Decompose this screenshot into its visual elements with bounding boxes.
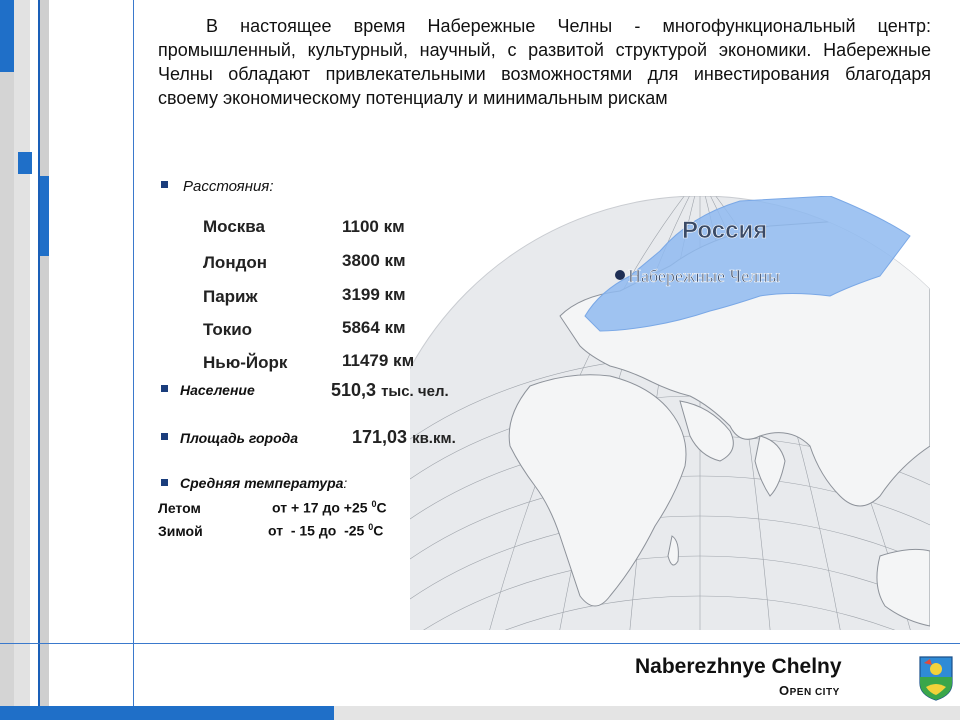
distance-value-tokyo: 5864 км [342, 318, 406, 337]
footer-subtitle-initial: O [779, 683, 790, 698]
left-decor-blue-block [0, 0, 14, 72]
distance-city-tokyo: Токио [203, 320, 253, 339]
distance-city-paris: Париж [203, 287, 258, 306]
bottom-decor-blue [0, 706, 334, 720]
winter-range: от - 15 до -25 [268, 522, 365, 539]
distance-city-london: Лондон [203, 253, 268, 272]
temperature-heading [180, 475, 347, 491]
winter-degree-sup: 0 [368, 522, 374, 532]
distance-value-paris: 3199 км [342, 285, 406, 304]
temperature-colon: : [343, 475, 348, 491]
temperature-summer-row [158, 499, 387, 516]
distances-heading [183, 178, 273, 195]
summer-range: от + 17 до +25 [272, 499, 368, 516]
footer-subtitle-rest: PEN CITY [789, 687, 840, 698]
left-decor-line [38, 0, 40, 720]
bullet-temperature [161, 479, 168, 486]
population-label: Население [180, 382, 255, 398]
world-map [410, 196, 930, 630]
footer-title: Naberezhnye Chelny [635, 655, 842, 678]
map-label-city: Набережные Челны [628, 266, 780, 286]
distance-value-new-york: 11479 км [342, 351, 415, 370]
distance-city-new-york: Нью-Йорк [203, 353, 288, 372]
summer-degree-sup: 0 [371, 499, 377, 509]
summer-unit: C [376, 499, 387, 516]
area-label: Площадь города [180, 430, 299, 446]
area-value [352, 427, 456, 448]
temperature-winter-row [158, 522, 383, 539]
temperature-label: Средняя температура [180, 475, 344, 491]
left-decor-bar-3 [40, 0, 49, 720]
distances-label: Расстояния [183, 178, 270, 195]
population-number: 510,3 [331, 380, 377, 400]
area-unit: кв.км. [412, 430, 456, 447]
population-value [331, 380, 449, 401]
summer-label: Летом [158, 499, 201, 516]
population-unit: тыс. чел. [381, 383, 449, 400]
content-divider-line [133, 0, 134, 720]
map-label-russia: Россия [682, 217, 768, 244]
left-decor-blue-strip [40, 176, 49, 256]
distance-value-moscow: 1100 км [342, 217, 405, 236]
left-decor-blue-square [18, 152, 32, 174]
bottom-decor-gray [334, 706, 960, 720]
city-marker-icon [615, 270, 625, 280]
distance-value-london: 3800 км [342, 251, 406, 270]
left-decor-bar [0, 0, 14, 720]
bullet-area [161, 433, 168, 440]
footer-divider-line [0, 643, 960, 644]
left-decor-bar-2 [14, 0, 30, 720]
bullet-population [161, 385, 168, 392]
footer-subtitle [779, 683, 840, 698]
intro-paragraph: В настоящее время Набережные Челны - многофункциональный центр: промышленный, культурный, научный, с развитой структурой экономики. Набережные Челны обладают привлекательными возможностями для инвестирования благодаря своему экономическому потенциалу и минимальным рискам [158, 16, 931, 108]
winter-label: Зимой [158, 522, 203, 539]
bullet-distances [161, 181, 168, 188]
distances-colon: : [269, 178, 274, 195]
winter-unit: C [373, 522, 384, 539]
area-number: 171,03 [352, 427, 408, 447]
city-emblem-icon [918, 655, 954, 701]
distance-city-moscow: Москва [203, 217, 265, 236]
